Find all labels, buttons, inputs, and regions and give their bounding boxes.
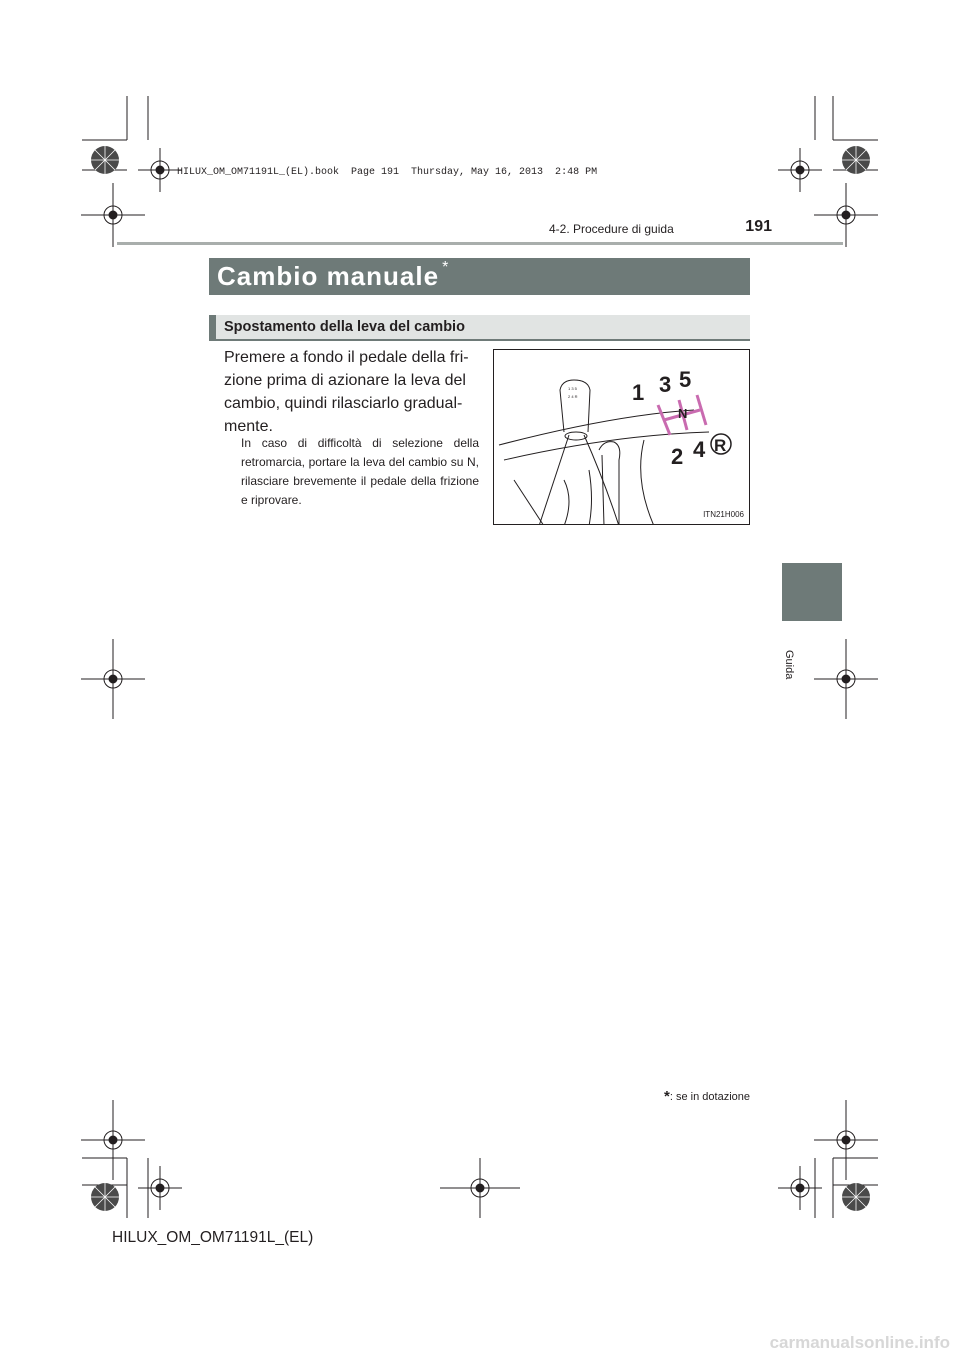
gear-label: 1 bbox=[632, 380, 645, 405]
body-line: Premere a fondo il pedale della fri- bbox=[224, 349, 469, 366]
watermark: carmanualsonline.info bbox=[769, 1333, 950, 1352]
gear-lever-illustration bbox=[494, 350, 750, 525]
gear-label: N bbox=[678, 406, 688, 421]
gear-label: 4 bbox=[693, 437, 706, 462]
subheading-text: Spostamento della leva del cambio bbox=[224, 319, 465, 335]
gear-label: 5 bbox=[679, 367, 692, 392]
body-paragraph bbox=[224, 346, 479, 438]
body-line: mente. bbox=[224, 418, 273, 435]
body-line: cambio, quindi rilasciarlo gradual- bbox=[224, 395, 463, 412]
gear-label: 3 bbox=[659, 372, 672, 397]
page-title: Cambio manuale bbox=[217, 261, 440, 291]
gear-label: 2 bbox=[671, 444, 684, 469]
print-stamp: HILUX_OM_OM71191L_(EL).book Page 191 Thursday, May 16, 2013 2:48 PM bbox=[177, 167, 598, 178]
note-paragraph: In caso di difficoltà di selezione della retromarcia, portare la leva del cambio su N, rilasciare brevemente il pedale della frizione e riprovare. bbox=[241, 436, 479, 507]
chapter-label: Guida bbox=[783, 650, 795, 680]
subheading-accent bbox=[209, 315, 216, 339]
section-heading: 4-2. Procedure di guida bbox=[549, 222, 674, 236]
gear-shift-figure bbox=[493, 349, 750, 525]
footnote-star: * bbox=[664, 1088, 670, 1105]
page-number: 191 bbox=[745, 218, 772, 235]
body-line: zione prima di azionare la leva del bbox=[224, 372, 466, 389]
figure-code: ITN21H006 bbox=[703, 510, 744, 519]
title-bar bbox=[209, 258, 750, 295]
chapter-number: 4 bbox=[911, 576, 917, 587]
title-star-mark: * bbox=[442, 258, 449, 276]
document-code: HILUX_OM_OM71191L_(EL) bbox=[112, 1229, 314, 1246]
footnote-text: : se in dotazione bbox=[669, 1091, 750, 1103]
gear-label: R bbox=[714, 436, 727, 455]
footnote bbox=[664, 1088, 750, 1105]
header-rule bbox=[117, 242, 843, 245]
chapter-tab bbox=[782, 563, 842, 621]
subheading-bar bbox=[209, 315, 750, 341]
svg-text:2 4 R: 2 4 R bbox=[568, 394, 578, 399]
svg-text:1 3 5: 1 3 5 bbox=[568, 386, 577, 391]
